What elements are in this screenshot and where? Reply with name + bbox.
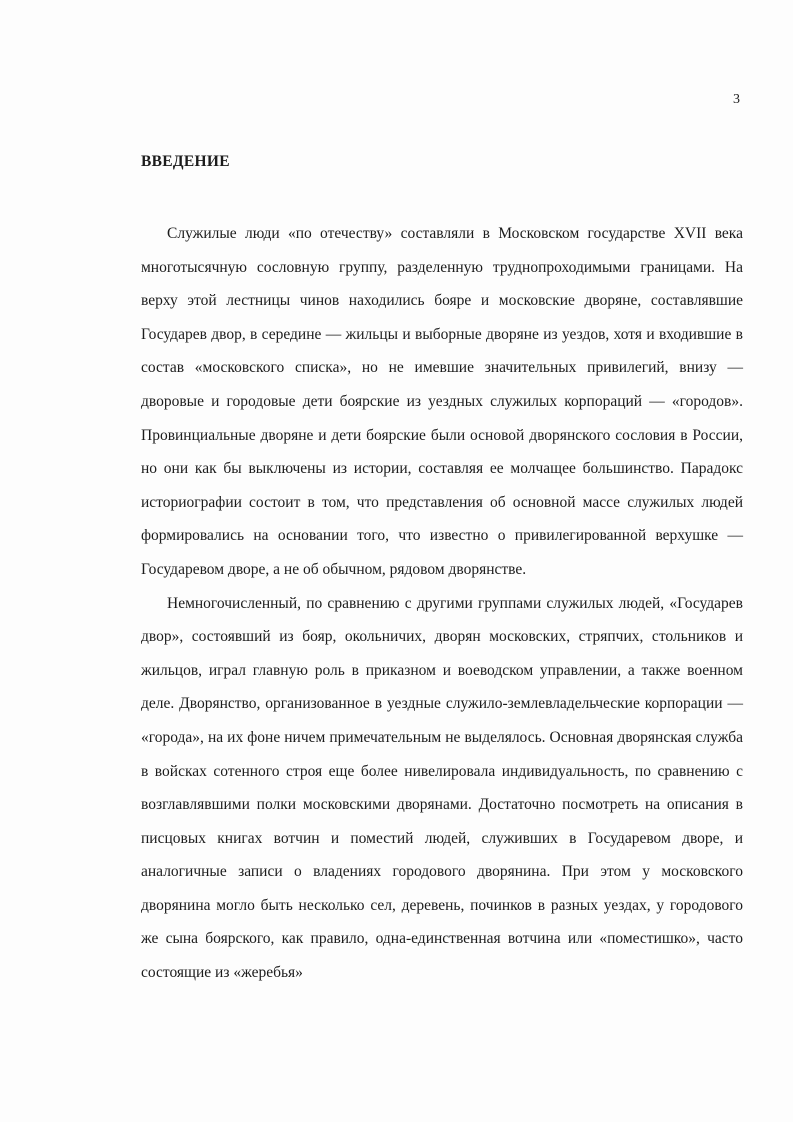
page-number: 3 xyxy=(733,92,740,107)
paragraph-1: Служилые люди «по отечеству» составляли в Московском государстве XVII века многотысячную сословную группу, разделенную труднопроходимыми границами. На верху этой лестницы чинов находились бояре и московские дворяне, составлявшие Государев двор, в середине — жильцы и выборные дворяне из уездов, хотя и входившие в состав «московского списка», но не имевшие значительных привилегий, внизу — дворовые и городовые дети боярские из уездных служилых корпораций — «городов». Провинциальные дворяне и дети боярские были основой дворянского сословия в России, но они как бы выключены из истории, составляя ее молчащее большинство. Парадокс историографии состоит в том, что представления об основной массе служилых людей формировались на основании того, что известно о привилегированной верхушке — Государевом дворе, а не об обычном, рядовом дворянстве. xyxy=(141,225,743,578)
paragraph-2: Немногочисленный, по сравнению с другими группами служилых людей, «Государев двор», состоявший из бояр, окольничих, дворян московских, стряпчих, стольников и жильцов, играл главную роль в приказном и воеводском управлении, а также военном деле. Дворянство, организованное в уездные служило-землевладельческие корпорации — «города», на их фоне ничем примечательным не выделялось. Основная дворянская служба в войсках сотенного строя еще более нивелировала индивидуальность, по сравнению с возглавлявшими полки московскими дворянами. Достаточно посмотреть на описания в писцовых книгах вотчин и поместий людей, служивших в Государевом дворе, и аналогичные записи о владениях городового дворянина. При этом у московского дворянина могло быть несколько сел, деревень, починков в разных уездах, у городового же сына боярского, как правило, одна-единственная вотчина или «поместишко», часто состоящие из «жеребья» xyxy=(141,594,743,982)
section-heading: ВВЕДЕНИЕ xyxy=(141,153,230,170)
body-text xyxy=(141,217,743,990)
